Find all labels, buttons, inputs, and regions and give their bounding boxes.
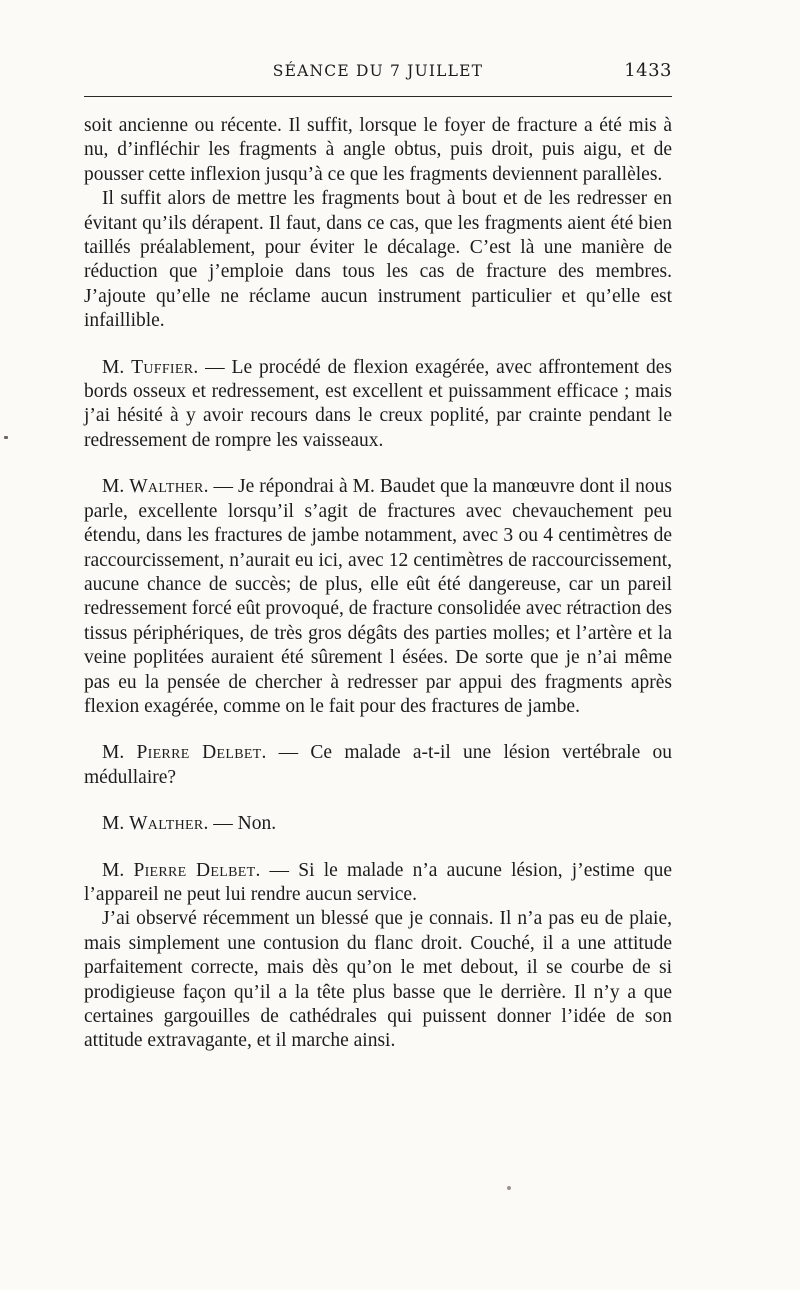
paragraph-walther-2 [84, 812, 672, 836]
margin-mark [4, 436, 8, 439]
paragraph-walther-1 [84, 475, 672, 719]
speaker-name: Pierre Delbet [136, 742, 262, 764]
paragraph-observation: J’ai observé récemment un blessé que je connais. Il n’a pas eu de plaie, mais simplement une contusion du flanc droit. Couché, il a une attitude parfaitement correcte, mais dès qu’on le met debout, il se courbe de si prodigieuse façon qu’il a la tête plus basse que le derrière. Il n’y a que certaines gargouilles de cathédrales qui puissent donner l’idée de son attitude extravagante, et il marche ainsi. [84, 908, 672, 1052]
speaker-prefix: M. [102, 813, 130, 835]
speaker-prefix: M. [102, 859, 134, 881]
paragraph-delbet-2 [84, 859, 672, 908]
speech-text: . — Ce malade a-t-il une lésion vertébrale ou médullaire? [84, 742, 672, 788]
running-title: SÉANCE DU 7 JUILLET [272, 62, 484, 80]
speaker-prefix: M. [102, 476, 130, 498]
running-head [84, 58, 672, 84]
speaker-name: Walther [129, 476, 204, 498]
speech-text: . — Le procédé de flexion exagérée, avec affrontement des bords osseux et redressement, est excellent et puissamment efficace ; mais j’ai hésité à y avoir recours dans le creux poplité, par crainte pendant le redressement de rompre les vaisseaux. [84, 356, 672, 451]
header-rule [84, 96, 672, 97]
paragraph-tuffier [84, 356, 672, 454]
speaker-prefix: M. [102, 356, 132, 378]
speaker-prefix: M. [102, 742, 137, 764]
speech-text: . — Je répondrai à M. Baudet que la manœuvre dont il nous parle, excellente lorsqu’il s’agit de fractures avec chevauchement peu étendu, dans les fractures de jambe notamment, avec 3 ou 4 centimètres de raccourcissement, n’aurait eu ici, avec 12 centimètres de raccourcissement, aucune chance de succès; de plus, elle eût été dangereuse, car un pareil redressement forcé eût provoqué, de fracture consolidée avec rétraction des tissus périphériques, de très gros dégâts des parties molles; et l’artère et la veine poplitées auraient été sûrement l ésées. De sorte que je n’ai même pas eu la pensée de chercher à redresser par appui des fragments après flexion exagérée, comme on le fait pour des fractures de jambe. [84, 476, 672, 717]
paragraph-delbet-1 [84, 741, 672, 790]
paragraph-1: soit ancienne ou récente. Il suffit, lorsque le foyer de fracture a été mis à nu, d’infléchir les fragments à angle obtus, puis droit, puis aigu, et de pousser cette inflexion jusqu’à ce que les fragments deviennent parallèles. [84, 115, 672, 185]
speaker-name: Walther [129, 813, 204, 835]
paragraph-2: Il suffit alors de mettre les fragments bout à bout et de les redresser en évitant qu’ils dérapent. Il faut, dans ce cas, que les fragments aient été bien taillés préalablement, pour éviter le décalage. C’est là une manière de réduction que j’emploie dans tous les cas de fracture des membres. J’ajoute qu’elle ne réclame aucun instrument particulier et qu’elle est infaillible. [84, 188, 672, 332]
ink-speck [507, 1186, 511, 1190]
speaker-name: Pierre Delbet [133, 859, 256, 881]
body-text [84, 114, 672, 1054]
speech-text: . — Si le malade n’a aucune lésion, j’estime que l’appareil ne peut lui rendre aucun service. [84, 859, 672, 905]
page-number: 1433 [624, 60, 672, 81]
speech-text: . — Non. [203, 813, 277, 835]
speaker-name: Tuffier [131, 356, 194, 378]
